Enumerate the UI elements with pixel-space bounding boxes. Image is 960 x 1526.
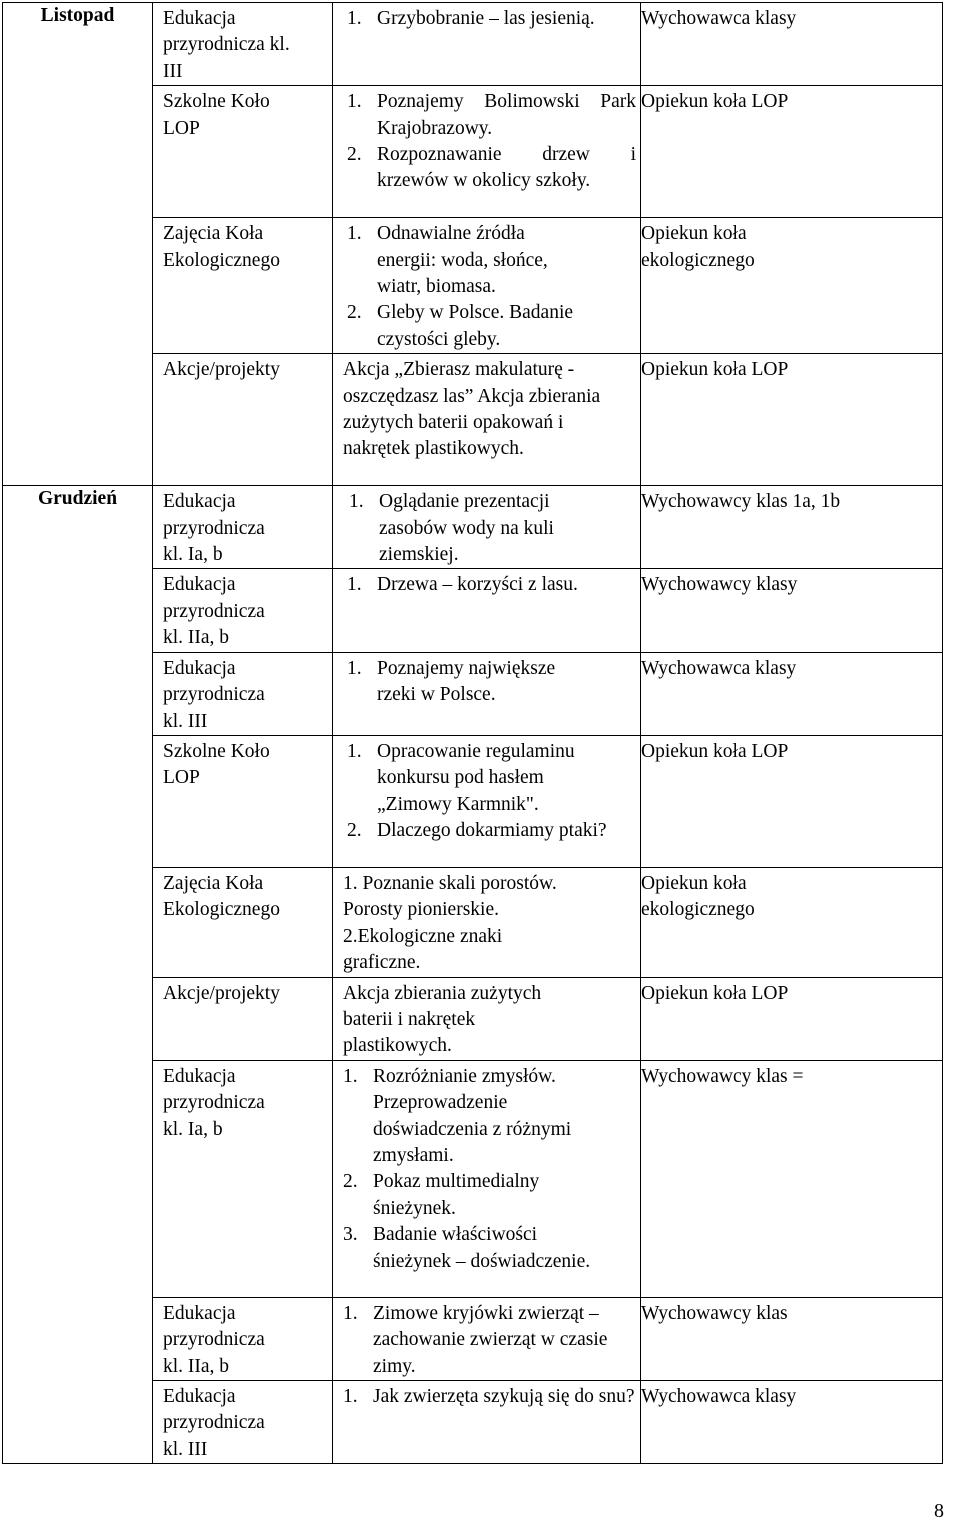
action-text: Akcja zbierania zużytych baterii i nakrętek plastikowych.	[343, 982, 542, 1057]
responsible-text: Wychowawcy klas =	[641, 1065, 804, 1087]
item-number: 1.	[343, 1065, 358, 1087]
topic-item	[343, 489, 590, 568]
topic-item	[337, 1222, 616, 1275]
topic-text: Oglądanie prezentacji zasobów wody na kuli ziemskiej.	[379, 491, 554, 566]
item-number: 1.	[347, 740, 362, 762]
responsible-cell	[641, 652, 943, 735]
responsible-text: Wychowawca klasy	[641, 8, 797, 29]
topic-text: Odnawialne źródła energii: woda, słońce, wiatr, biomasa.	[377, 223, 548, 298]
topic-text: Poznajemy największe rzeki w Polsce.	[377, 657, 556, 706]
responsible-text: Opiekun koła LOP	[641, 740, 789, 762]
item-number: 1.	[347, 657, 362, 679]
form-line: Edukacja	[163, 8, 236, 29]
form-line: LOP	[163, 767, 200, 789]
form-line: przyrodnicza	[163, 600, 265, 622]
form-line: Edukacja	[163, 574, 236, 596]
month-label: Listopad	[40, 5, 115, 26]
form-line: przyrodnicza kl.	[163, 34, 290, 56]
responsible-cell	[641, 486, 943, 569]
form-line: Zajęcia Koła	[163, 872, 264, 894]
item-number: 1.	[347, 91, 362, 113]
form-line: Ekologicznego	[163, 899, 280, 921]
responsible-text: Wychowawca klasy	[641, 657, 797, 679]
form-line: Edukacja	[163, 1302, 236, 1324]
topic-item	[341, 89, 636, 142]
responsible-text: Opiekun koła LOP	[641, 91, 789, 113]
item-number: 1.	[347, 574, 362, 596]
topic-text: Rozpoznawanie drzew i krzewów w okolicy szkoły.	[377, 144, 636, 192]
form-line: LOP	[163, 117, 200, 139]
topic-cell	[333, 1297, 641, 1380]
form-line: Edukacja	[163, 1065, 236, 1087]
month-november	[3, 3, 153, 486]
form-cell	[153, 569, 333, 652]
topic-item	[341, 572, 636, 598]
topic-cell	[333, 735, 641, 867]
form-line: Akcje/projekty	[163, 982, 280, 1004]
form-cell	[153, 218, 333, 354]
form-line: Edukacja	[163, 1385, 236, 1407]
topic-cell	[333, 977, 641, 1060]
responsible-text: Opiekun koła LOP	[641, 982, 789, 1004]
responsible-text: Opiekun koła LOP	[641, 359, 789, 381]
form-line: kl. III	[163, 710, 208, 732]
form-line: przyrodnicza	[163, 1092, 265, 1114]
form-line: kl. IIa, b	[163, 1355, 230, 1377]
responsible-cell	[641, 86, 943, 218]
responsible-text: Wychowawcy klas	[641, 1302, 788, 1324]
form-cell	[153, 1380, 333, 1463]
topic-item	[341, 6, 636, 32]
responsible-cell	[641, 735, 943, 867]
topic-cell	[333, 569, 641, 652]
topic-text: Pokaz multimedialny śnieżynek.	[373, 1171, 540, 1219]
topic-text: 1. Poznanie skali porostów. Porosty pionierskie. 2.Ekologiczne znaki graficzne.	[343, 872, 557, 974]
responsible-cell	[641, 218, 943, 354]
responsible-text: Opiekun koła ekologicznego	[641, 872, 755, 921]
topic-item	[341, 818, 636, 844]
responsible-cell	[641, 977, 943, 1060]
form-cell	[153, 86, 333, 218]
month-label: Grudzień	[37, 488, 118, 510]
topic-cell	[333, 1060, 641, 1297]
form-cell	[153, 486, 333, 569]
item-number: 2.	[347, 302, 362, 324]
responsible-text: Opiekun koła ekologicznego	[641, 223, 755, 271]
activity-plan-table	[2, 2, 943, 1464]
form-line: kl. IIa, b	[163, 627, 230, 649]
responsible-cell	[641, 3, 943, 86]
form-cell	[153, 1060, 333, 1297]
item-number: 1.	[347, 223, 362, 245]
responsible-cell	[641, 354, 943, 486]
topic-text: Jak zwierzęta szykują się do snu?	[373, 1385, 635, 1407]
form-cell	[153, 867, 333, 977]
action-text: Akcja „Zbierasz makulaturę - oszczędzasz las” Akcja zbierania zużytych baterii opakowań i nakrętek plastikowych.	[343, 359, 601, 460]
topic-cell	[333, 652, 641, 735]
topic-text: Gleby w Polsce. Badanie czystości gleby.	[377, 302, 574, 350]
topic-cell	[333, 218, 641, 354]
item-number: 2.	[347, 820, 362, 842]
form-line: Szkolne Koło	[163, 740, 270, 762]
topic-text: Zimowe kryjówki zwierząt – zachowanie zwierząt w czasie zimy.	[373, 1302, 608, 1377]
topic-item	[341, 739, 636, 818]
responsible-cell	[641, 867, 943, 977]
responsible-text: Wychowawcy klas 1a, 1b	[641, 491, 841, 513]
topic-text: Drzewa – korzyści z lasu.	[377, 574, 578, 596]
form-line: Akcje/projekty	[163, 359, 280, 381]
form-line: Ekologicznego	[163, 249, 280, 271]
form-cell	[153, 354, 333, 486]
topic-item	[341, 142, 636, 195]
form-line: III	[163, 60, 183, 82]
responsible-text: Wychowawcy klasy	[641, 574, 798, 596]
topic-text: Dlaczego dokarmiamy ptaki?	[377, 820, 607, 842]
topic-cell	[333, 354, 641, 486]
topic-cell	[333, 486, 641, 569]
form-cell	[153, 977, 333, 1060]
form-line: kl. III	[163, 1438, 208, 1460]
item-number: 1.	[347, 8, 362, 29]
topic-cell	[333, 3, 641, 86]
form-line: kl. Ia, b	[163, 544, 223, 566]
form-line: Edukacja	[163, 491, 236, 513]
form-cell	[153, 1297, 333, 1380]
item-number: 2.	[343, 1171, 358, 1193]
form-cell	[153, 652, 333, 735]
form-line: Zajęcia Koła	[163, 223, 264, 245]
topic-item	[341, 221, 580, 300]
topic-text: Rozróżnianie zmysłów. Przeprowadzenie doświadczenia z różnymi zmysłami.	[373, 1065, 572, 1166]
form-line: Edukacja	[163, 657, 236, 679]
month-december	[3, 486, 153, 1464]
responsible-cell	[641, 569, 943, 652]
topic-text: Grzybobranie – las jesienią.	[377, 8, 595, 29]
item-number: 2.	[347, 144, 362, 166]
form-line: przyrodnicza	[163, 684, 265, 706]
topic-text: Opracowanie regulaminu konkursu pod hasłem „Zimowy Karmnik".	[377, 740, 575, 815]
responsible-cell	[641, 1380, 943, 1463]
item-number: 3.	[343, 1224, 358, 1246]
form-line: przyrodnicza	[163, 1412, 265, 1434]
item-number: 1.	[343, 1385, 358, 1407]
topic-item	[337, 1301, 636, 1380]
form-cell	[153, 3, 333, 86]
topic-item	[337, 1064, 616, 1170]
topic-item	[337, 1169, 616, 1222]
topic-cell	[333, 86, 641, 218]
topic-text: Poznajemy Bolimowski Park Krajobrazowy.	[377, 91, 636, 139]
item-number: 1.	[343, 1302, 358, 1324]
topic-item	[341, 300, 580, 353]
page-number: 8	[934, 1499, 944, 1522]
responsible-text: Wychowawca klasy	[641, 1385, 797, 1407]
form-line: Szkolne Koło	[163, 91, 270, 113]
responsible-cell	[641, 1060, 943, 1297]
topic-cell	[333, 1380, 641, 1463]
item-number: 1.	[349, 491, 364, 513]
topic-item	[341, 656, 580, 709]
topic-item	[337, 1384, 636, 1410]
form-line: przyrodnicza	[163, 517, 265, 539]
form-line: przyrodnicza	[163, 1329, 265, 1351]
form-cell	[153, 735, 333, 867]
form-line: kl. Ia, b	[163, 1118, 223, 1140]
topic-cell	[333, 867, 641, 977]
responsible-cell	[641, 1297, 943, 1380]
topic-text: Badanie właściwości śnieżynek – doświadczenie.	[373, 1224, 591, 1272]
